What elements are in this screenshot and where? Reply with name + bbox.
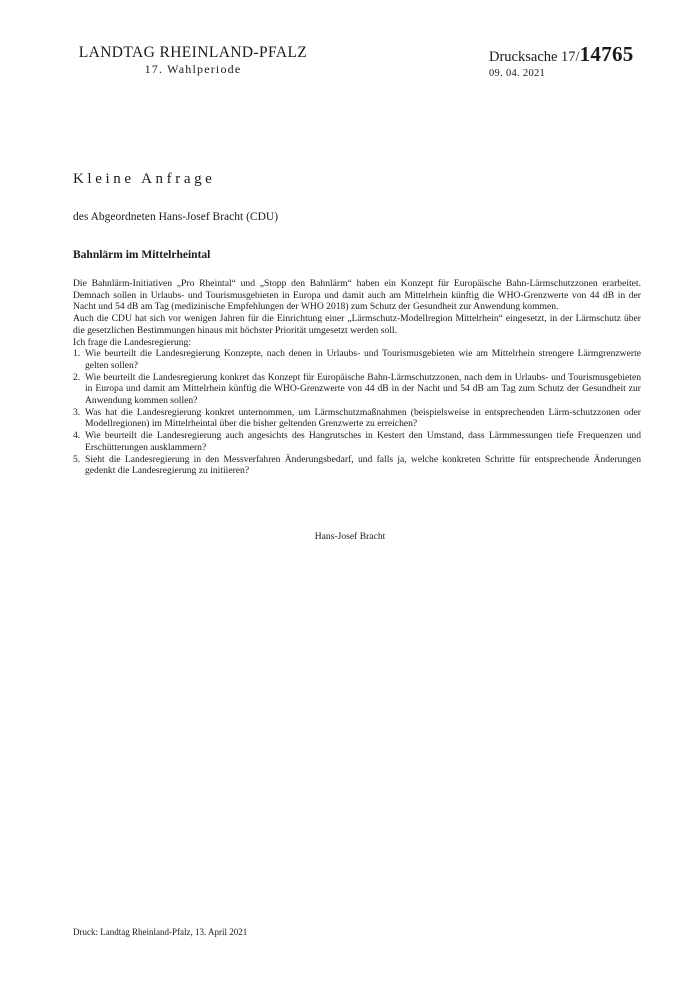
drucksache-line <box>489 43 634 68</box>
question-number: 1. <box>73 348 81 360</box>
question-text: Wie beurteilt die Landesregierung Konzepte, nach denen in Urlaubs- und Tourismusgebieten wie am Mittelrhein strengere Lärmgrenzwerte gelten sollen? <box>85 348 641 371</box>
question-item <box>73 348 641 371</box>
paragraph: Ich frage die Landesregierung: <box>73 336 191 348</box>
document-header-right <box>489 43 634 79</box>
question-text: Sieht die Landesregierung in den Messverfahren Änderungsbedarf, und falls ja, welche konkreten Schritte für entsprechende Änderungen gedenkt die Landesregierung zu initiieren? <box>85 453 641 477</box>
question-number: 3. <box>73 406 81 418</box>
question-number: 5. <box>73 453 81 465</box>
document-header-left <box>73 44 313 77</box>
print-footer: Druck: Landtag Rheinland-Pfalz, 13. April 2021 <box>73 927 248 937</box>
subject-title: Bahnlärm im Mittelrheintal <box>73 249 211 261</box>
paragraph: Die Bahnlärm-Initiativen „Pro Rheintal“ und „Stopp den Bahnlärm“ haben ein Konzept für Europäische Bahn-Lärmschutzzonen erarbeitet. Demnach sollen in Urlaubs- und Tourismusgebieten in Europa und damit auch am Mittelrhein künftig die WHO-Grenzwerte von 44 dB in der Nacht und 54 dB am Tag (medizinische Empfehlungen der WHO 2018) zum Schutz der Gesundheit zur Anwendung kommen. <box>73 278 641 313</box>
question-text: Wie beurteilt die Landesregierung konkret das Konzept für Europäische Bahn-Lärmschutzzonen, nach dem in Urlaubs- und Tourismusgebieten in Europa und damit am Mittelrhein künftig die WHO-Grenzwerte von 44 dB in der Nacht und 54 dB am Tag zum Schutz der Gesundheit zur Anwendung kommen sollen? <box>85 371 641 407</box>
question-text: Was hat die Landesregierung konkret unternommen, um Lärmschutzmaßnahmen (beispielsweise in entsprechenden Lärm-schutzzonen oder Modellregionen) im Mittelrheintal über die bisher geltenden Grenzwerte zu erreichen? <box>85 406 641 430</box>
question-item <box>73 430 641 453</box>
question-item <box>73 372 641 407</box>
question-text: Wie beurteilt die Landesregierung auch angesichts des Hangrutsches in Kestert den Umstand, dass Lärmmessungen tiefe Frequenzen und Erschütterungen ausklammern? <box>85 430 641 453</box>
question-number: 2. <box>73 371 81 383</box>
document-body <box>73 278 641 477</box>
legislative-period: 17. Wahlperiode <box>144 62 242 76</box>
paragraph: Auch die CDU hat sich vor wenigen Jahren für die Einrichtung einer „Lärmschutz-Modellregion Mittelrhein“ eingesetzt, in der Lärmschutz über die gesetzlichen Bestimmungen hinaus mit höchster Priorität umgesetzt werden soll. <box>73 313 641 336</box>
parliament-name: LANDTAG RHEINLAND-PFALZ <box>78 44 308 61</box>
question-number: 4. <box>73 430 81 442</box>
question-item <box>73 454 641 477</box>
question-item <box>73 407 641 430</box>
document-date: 09. 04. 2021 <box>489 68 546 79</box>
drucksache-number: 14765 <box>579 42 634 66</box>
document-type: Kleine Anfrage <box>73 171 216 187</box>
drucksache-label: Drucksache 17/ <box>489 49 580 65</box>
question-list <box>73 348 641 477</box>
signature: Hans-Josef Bracht <box>314 531 386 542</box>
author-line: des Abgeordneten Hans-Josef Bracht (CDU) <box>73 211 279 223</box>
